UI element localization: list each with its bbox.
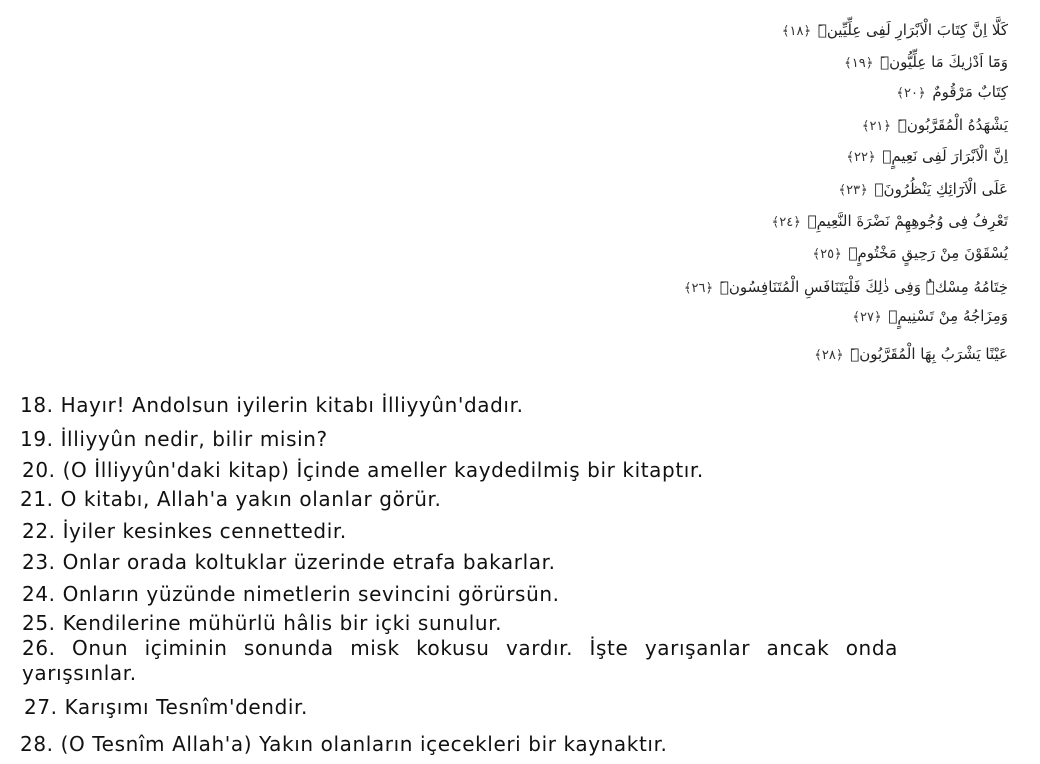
arabic-verse-text: عَيْنًا يَشْرَبُ بِهَا الْمُقَرَّبُونَۜ xyxy=(850,345,1008,363)
arabic-verse-text: كِتَابٌ مَرْقُومٌ xyxy=(932,83,1008,101)
verse-number-marker: ﴿٢٥﴾ xyxy=(812,247,842,262)
arabic-verse-text: يُسْقَوْنَ مِنْ رَحِيقٍ مَخْتُومٍۙ xyxy=(848,244,1008,262)
translation-verse-20: 20. (O İlliyyûn'daki kitap) İçinde ameller kaydedilmiş bir kitaptır. xyxy=(22,458,704,482)
arabic-verse-text: اِنَّ الْاَبْرَارَ لَفِى نَعِيمٍۙ xyxy=(882,147,1008,165)
translation-verse-27: 27. Karışımı Tesnîm'dendir. xyxy=(24,695,308,719)
arabic-verse-text: يَشْهَدُهُ الْمُقَرَّبُونَۜ xyxy=(897,116,1008,134)
arabic-verse-text: وَمِزَاجُهُ مِنْ تَسْنِيمٍۙ xyxy=(888,307,1008,325)
verse-number-marker: ﴿٢١﴾ xyxy=(861,119,892,134)
verse-number-marker: ﴿٢٠﴾ xyxy=(896,86,926,101)
verse-number-marker: ﴿٢٨﴾ xyxy=(814,348,844,363)
arabic-verse-text: خِتَامُهُ مِسْكٌۜ وَفِى ذٰلِكَ فَلْيَتَنَافَسِ الْمُتَنَافِسُونَۜ xyxy=(719,278,1008,296)
verse-number-marker: ﴿٢٤﴾ xyxy=(771,215,801,230)
translation-verse-19: 19. İlliyyûn nedir, bilir misin? xyxy=(20,427,328,451)
translation-verse-26: 26. Onun içiminin sonunda misk kokusu vardır. İşte yarışanlar ancak onda yarışsınlar. xyxy=(22,636,898,685)
arabic-verse-text: وَمَٓا اَدْرٰيكَ مَا عِلِّيُّونَۜ xyxy=(880,53,1008,71)
verse-number-marker: ﴿١٩﴾ xyxy=(844,56,874,71)
verse-number-marker: ﴿٢٦﴾ xyxy=(683,281,714,296)
arabic-verse-text: تَعْرِفُ فِى وُجُوهِهِمْ نَضْرَةَ النَّعِيمِۚ xyxy=(807,212,1008,230)
translation-verse-23: 23. Onlar orada koltuklar üzerinde etrafa bakarlar. xyxy=(22,550,556,574)
arabic-verse-text: عَلَى الْاَرَٓائِكِ يَنْظُرُونَۙ xyxy=(874,180,1008,198)
verse-number-marker: ﴿٢٣﴾ xyxy=(838,183,868,198)
translation-verse-28: 28. (O Tesnîm Allah'a) Yakın olanların içecekleri bir kaynaktır. xyxy=(20,732,668,756)
translation-verse-18: 18. Hayır! Andolsun iyilerin kitabı İlliyyûn'dadır. xyxy=(20,393,524,417)
translation-verse-24: 24. Onların yüzünde nimetlerin sevincini görürsün. xyxy=(22,582,560,606)
verse-number-marker: ﴿٢٢﴾ xyxy=(846,150,876,165)
translation-verse-25: 25. Kendilerine mühürlü hâlis bir içki sunulur. xyxy=(22,611,503,635)
verse-number-marker: ﴿٢٧﴾ xyxy=(852,310,882,325)
translation-verse-21: 21. O kitabı, Allah'a yakın olanlar görür. xyxy=(20,487,442,511)
verse-number-marker: ﴿١٨﴾ xyxy=(781,24,812,39)
translation-verse-22: 22. İyiler kesinkes cennettedir. xyxy=(22,519,347,543)
arabic-verse-text: كَلَّا اِنَّ كِتَابَ الْاَبْرَارِ لَفِى عِلِّيِّينَۜ xyxy=(817,21,1008,39)
